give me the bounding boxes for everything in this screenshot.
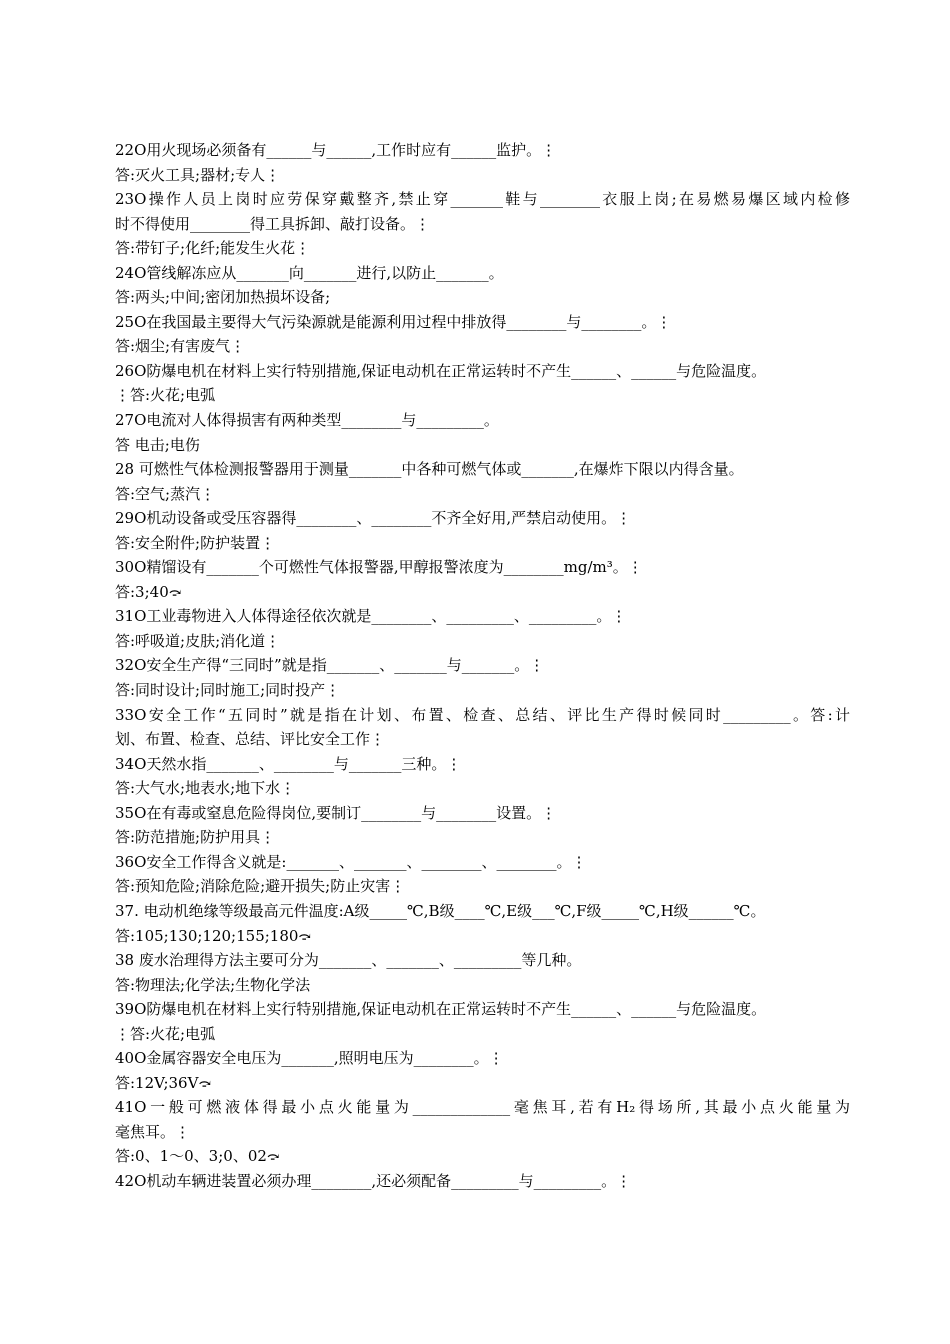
answer-line: 答:安全附件;防护装置⋮ — [115, 533, 276, 552]
text-line: 34О天然水指_______、________与_______三种。⋮ — [115, 754, 462, 773]
text-line: 29О机动设备或受压容器得________、________不齐全好用,严禁启动使用。⋮ — [115, 509, 632, 528]
answer-line: 答:呼吸道;皮肤;消化道⋮ — [115, 631, 281, 650]
answer-line: 答:预知危险;消除危险;避开损失;防止灾害⋮ — [115, 877, 406, 896]
answer-line: 答:空气;蒸汽⋮ — [115, 484, 216, 503]
answer-line: ⋮答:火花;电弧 — [115, 386, 216, 405]
text-line: 22О用火现场必须备有______与______,工作时应有______监护。⋮ — [115, 141, 557, 159]
text-line: 40О金属容器安全电压为_______,照明电压为________。⋮ — [115, 1049, 504, 1068]
answer-line: 答:物理法;化学法;生物化学法 — [115, 975, 311, 994]
text-line: 23О操作人员上岗时应劳保穿戴整齐,禁止穿_______鞋与________衣服上岗;在易燃易爆区域内检修 — [115, 190, 850, 209]
answer-line: 答:灭火工具;器材;专人⋮ — [115, 165, 281, 184]
text-line: 41О一般可燃液体得最小点火能量为_____________毫焦耳,若有H₂得场所,其最小点火能量为 — [115, 1098, 850, 1117]
answer-line: 答:0、1～0、3;0、02⤼ — [115, 1147, 280, 1166]
text-line: 37. 电动机绝缘等级最高元件温度:A级_____℃,B级____℃,E级___℃,F级_____℃,H级______℃。 — [115, 901, 766, 920]
text-line: 毫焦耳。⋮ — [115, 1122, 191, 1141]
answer-line: 答:同时设计;同时施工;同时投产⋮ — [115, 681, 341, 700]
text-line: 32О安全生产得“三同时”就是指_______、_______与_______。⋮ — [115, 656, 545, 675]
document-page — [115, 138, 850, 1194]
text-line: 39О防爆电机在材料上实行特别措施,保证电动机在正常运转时不产生______、______与危险温度。 — [115, 1000, 767, 1019]
answer-line: 答:烟尘;有害废气⋮ — [115, 337, 246, 356]
text-line: 36О安全工作得含义就是:_______、_______、________、________。⋮ — [115, 852, 587, 871]
answer-line: 答:防范措施;防护用具⋮ — [115, 828, 276, 847]
text-line: 30О精馏设有_______个可燃性气体报警器,甲醇报警浓度为________mg/m³。⋮ — [115, 558, 643, 577]
text-line: 24О管线解冻应从_______向_______进行,以防止_______。 — [115, 263, 504, 282]
answer-line: 答:105;130;120;155;180⤼ — [115, 926, 311, 945]
text-line: 26О防爆电机在材料上实行特别措施,保证电动机在正常运转时不产生______、______与危险温度。 — [115, 361, 767, 380]
text-line: 35О在有毒或窒息危险得岗位,要制订________与________设置。⋮ — [115, 803, 557, 822]
answer-line: ⋮答:火花;电弧 — [115, 1024, 216, 1043]
text-line: 38 废水治理得方法主要可分为_______、_______、_________等几种。 — [115, 951, 582, 970]
answer-line: 答:带钉子;化纤;能发生火花⋮ — [115, 239, 311, 258]
text-line: 33О安全工作“五同时”就是指在计划、布置、检查、总结、评比生产得时候同时_________。答:计 — [115, 705, 850, 724]
answer-line: 答:大气水;地表水;地下水⋮ — [115, 779, 296, 798]
text-line: 28 可燃性气体检测报警器用于测量_______中各种可燃气体或_______,在爆炸下限以内得含量。 — [115, 460, 744, 479]
answer-line: 答:12V;36V⤼ — [115, 1073, 212, 1092]
answer-line: 答:3;40⤼ — [115, 582, 182, 601]
text-line: 划、布置、检查、总结、评比安全工作⋮ — [115, 730, 386, 749]
text-line: 25О在我国最主要得大气污染源就是能源利用过程中排放得________与________。⋮ — [115, 312, 672, 331]
text-line: 27О电流对人体得损害有两种类型________与_________。 — [115, 411, 499, 430]
answer-line: 答 电击;电伤 — [115, 435, 200, 454]
answer-line: 答:两头;中间;密闭加热损坏设备; — [115, 288, 331, 307]
text-line: 31О工业毒物进入人体得途径依次就是________、_________、_________。⋮ — [115, 607, 627, 626]
text-line: 42О机动车辆进装置必须办理________,还必须配备_________与_________。⋮ — [115, 1171, 632, 1190]
text-line: 时不得使用________得工具拆卸、敲打设备。⋮ — [115, 214, 431, 233]
